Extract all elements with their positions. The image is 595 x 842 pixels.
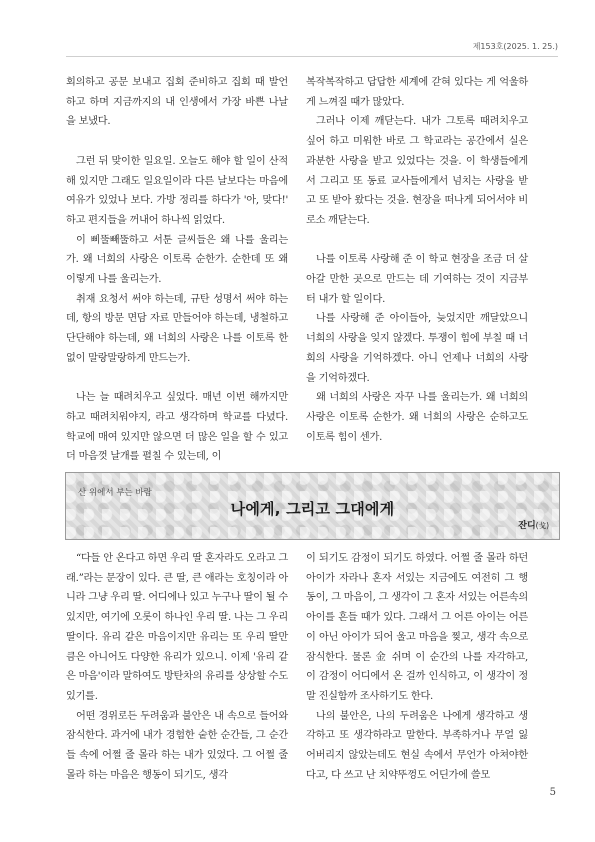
paragraph: 그런 뒤 맞이한 일요일. 오늘도 해야 할 일이 산적해 있지만 그래도 일요일이라 다른 날보다는 마음에 여유가 있었나 보다. 가방 정리를 하다가 '아, 맞다!' 하고 편지들을 꺼내어 하나씩 읽었다. xyxy=(66,155,288,226)
paragraph: 복작복작하고 답답한 세계에 갇혀 있다는 게 억울하게 느껴질 때가 많았다. xyxy=(306,77,528,108)
author-name: 잔디 xyxy=(518,521,536,531)
column-bottom-left xyxy=(66,549,288,785)
paragraph: 그러나 이제 깨닫는다. 내가 그토록 때려치우고 싶어 하고 미워한 바로 그 학교라는 공간에서 실은 과분한 사랑을 받고 있었다는 것을. 이 학생들에게서 그리고 또 동료 교사들에게서 넘치는 사랑을 받고 또 받아 왔다는 것을. 현장을 떠나게 되어서야 비로소 깨닫는다. xyxy=(306,116,528,226)
paragraph: 나의 불안은, 나의 두려움은 나에게 생각하고 생각하고 또 생각하라고 말한다. 부족하거나 무얼 잃어버리지 않았는데도 현실 속에서 무언가 아쳐야한다고, 다 쓰고 난 치약뚜껑도 어딘가에 쓸모 xyxy=(306,710,528,781)
author-hanja: (戈) xyxy=(535,521,549,530)
paragraph: 어떤 경위로든 두려움과 불안은 내 속으로 들어와 잠식한다. 과거에 내가 경험한 숱한 순간들, 그 순간들 속에 어쩔 줄 몰라 하는 내가 있었다. 그 어쩔 줄 몰라 하는 마음은 행동이 되기도, 생각 xyxy=(66,710,288,781)
paragraph: 취재 요청서 써야 하는데, 규탄 성명서 써야 하는데, 항의 방문 면담 자료 만들어야 하는데, 냉철하고 단단해야 하는데, 왜 너희의 사랑은 나를 이토록 한없이 말랑말랑하게 만드는가. xyxy=(66,293,288,364)
paragraph: 회의하고 공문 보내고 집회 준비하고 집회 때 발언하고 하며 지금까지의 내 인생에서 가장 바쁜 나날을 보냈다. xyxy=(66,77,288,128)
column-bottom-right xyxy=(306,549,528,785)
issue-number: 제153호(2025. 1. 25.) xyxy=(472,42,558,51)
paragraph: 나를 이토록 사랑해 준 이 학교 현장을 조금 더 살아갈 만한 곳으로 만드는 데 기여하는 것이 지금부터 내가 할 일이다. xyxy=(306,254,528,305)
paragraph: 왜 너희의 사랑은 자꾸 나를 울리는가. 왜 너희의 사랑은 이토록 순한가. 왜 너희의 사랑은 순하고도 이토록 힘이 센가. xyxy=(306,392,528,443)
section-name: 산 위에서 부는 바람 xyxy=(78,488,152,498)
column-top-right xyxy=(306,73,528,447)
paragraph: 나는 늘 때려치우고 싶었다. 매년 이번 해까지만 하고 때려치워야지, 라고 생각하며 학교를 다녔다. 학교에 매여 있지만 않으면 더 많은 일을 할 수 있고 더 마음껏 날개를 펼칠 수 있는데, 이 xyxy=(66,392,288,463)
paragraph: 이 삐뚤빼뚤하고 서툰 글씨들은 왜 나를 울리는가. 왜 너희의 사랑은 이토록 순한가. 순한데 또 왜 이렇게 나를 울리는가. xyxy=(66,234,288,286)
header-divider xyxy=(66,56,558,57)
paragraph: 나를 사랑해 준 아이들아, 늦었지만 깨달았으니 너희의 사랑을 잊지 않겠다. 투쟁이 힘에 부칠 때 너희의 사랑을 기억하겠다. 아니 언제나 너희의 사랑을 기억하겠다. xyxy=(306,313,528,384)
paragraph: 이 되기도 감정이 되기도 하였다. 어쩔 줄 몰라 하던 아이가 자라나 혼자 서있는 지금에도 여전히 그 행동이, 그 마음이, 그 생각이 그 혼자 서있는 어른속의 아이를 흔들 때가 있다. 그래서 그 어른 아이는 어른이 아닌 아이가 되어 울고 마음을 찢고, 생각 속으로 잠식한다. 물론 金 쉬며 이 순간의 나를 자각하고, 이 감정이 어디에서 온 걸까 인식하고, 이 생각이 정말 진실함까 조사하기도 한다. xyxy=(306,553,528,702)
paragraph: “다들 안 온다고 하면 우리 딸 혼자라도 오라고 그래.”라는 문장이 있다. 큰 딸, 큰 애라는 호칭이라 아니라 그냥 우리 딸. 어디에나 있고 누구나 딸이 될 수 있지만, 여기에 오롯이 하나인 우리 딸. 나는 그 우리 딸이다. 유리 같은 마음이지만 유리는 또 우리 딸만큼은 아니어도 다양한 유리가 있으니. 이제 '유리 같은 마음'이라 말하여도 방탄차의 유리를 상상할 수도 있기를. xyxy=(66,553,288,702)
article-author xyxy=(518,518,549,531)
column-top-left xyxy=(66,73,288,467)
page-number: 5 xyxy=(549,787,556,798)
article-title: 나에게, 그리고 그대에게 xyxy=(230,500,395,518)
section-banner xyxy=(65,472,560,540)
